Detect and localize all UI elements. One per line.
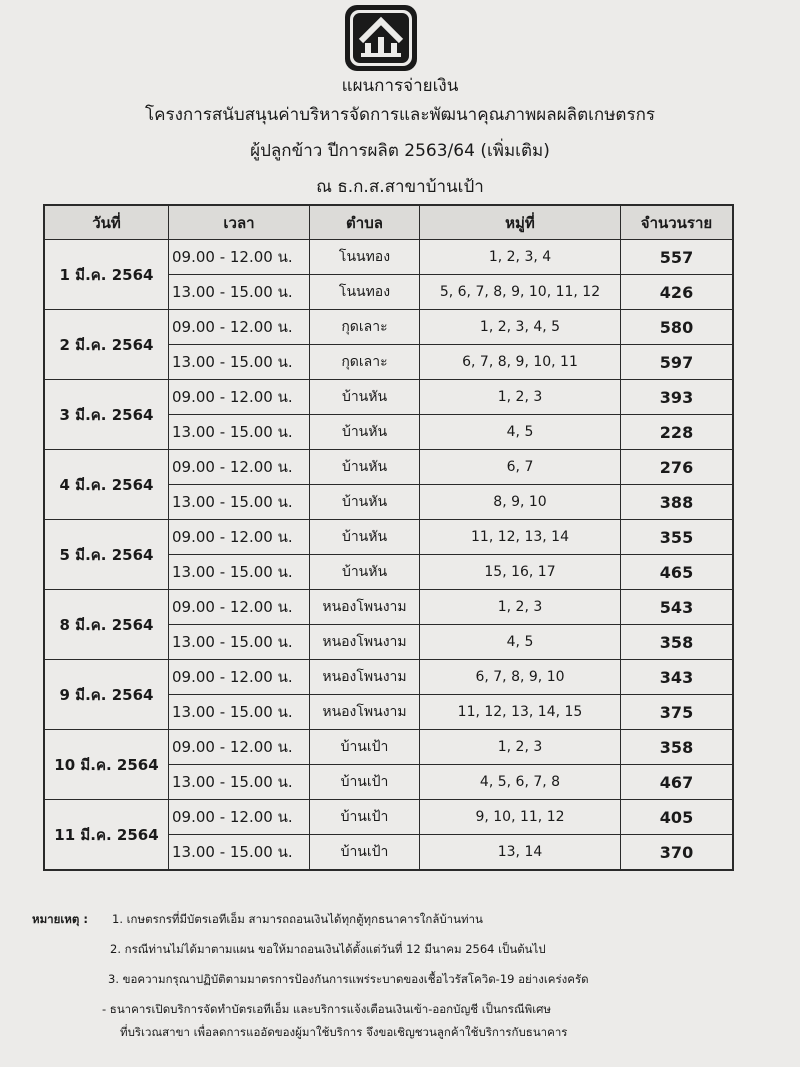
col-header-date: วันที่ xyxy=(45,206,169,240)
villages-cell: 11, 12, 13, 14 xyxy=(420,520,621,555)
table-row xyxy=(45,450,733,485)
time-cell: 13.00 - 15.00 น. xyxy=(169,835,310,870)
baac-logo-icon xyxy=(343,3,419,73)
villages-cell: 9, 10, 11, 12 xyxy=(420,800,621,835)
villages-cell: 6, 7, 8, 9, 10, 11 xyxy=(420,345,621,380)
date-cell: 8 มี.ค. 2564 xyxy=(45,590,169,660)
table-row xyxy=(45,730,733,765)
subdistrict-cell: หนองโพนงาม xyxy=(310,625,420,660)
date-cell: 9 มี.ค. 2564 xyxy=(45,660,169,730)
time-cell: 09.00 - 12.00 น. xyxy=(169,520,310,555)
time-cell: 13.00 - 15.00 น. xyxy=(169,275,310,310)
notes-label: หมายเหตุ : xyxy=(32,912,88,926)
time-cell: 13.00 - 15.00 น. xyxy=(169,485,310,520)
table-row xyxy=(45,520,733,555)
count-cell: 388 xyxy=(621,485,733,520)
subdistrict-cell: บ้านหัน xyxy=(310,555,420,590)
table-row xyxy=(45,800,733,835)
subdistrict-cell: บ้านเป้า xyxy=(310,835,420,870)
table-header-row xyxy=(45,206,733,240)
time-cell: 13.00 - 15.00 น. xyxy=(169,345,310,380)
col-header-count: จำนวนราย xyxy=(621,206,733,240)
subdistrict-cell: บ้านหัน xyxy=(310,415,420,450)
table-row xyxy=(45,590,733,625)
villages-cell: 13, 14 xyxy=(420,835,621,870)
note-item: - ธนาคารเปิดบริการจัดทำบัตรเอทีเอ็ม และบริการแจ้งเตือนเงินเข้า-ออกบัญชี เป็นกรณีพิเศษ xyxy=(102,1002,551,1016)
subdistrict-cell: กุดเลาะ xyxy=(310,345,420,380)
time-cell: 09.00 - 12.00 น. xyxy=(169,660,310,695)
villages-cell: 11, 12, 13, 14, 15 xyxy=(420,695,621,730)
subdistrict-cell: โนนทอง xyxy=(310,240,420,275)
count-cell: 543 xyxy=(621,590,733,625)
villages-cell: 1, 2, 3 xyxy=(420,730,621,765)
col-header-villages: หมู่ที่ xyxy=(420,206,621,240)
subdistrict-cell: กุดเลาะ xyxy=(310,310,420,345)
time-cell: 09.00 - 12.00 น. xyxy=(169,590,310,625)
date-cell: 10 มี.ค. 2564 xyxy=(45,730,169,800)
count-cell: 276 xyxy=(621,450,733,485)
branch-line: ณ ธ.ก.ส.สาขาบ้านเป้า xyxy=(316,177,484,197)
project-name: โครงการสนับสนุนค่าบริหารจัดการและพัฒนาคุณภาพผลผลิตเกษตรกร xyxy=(144,105,656,125)
time-cell: 13.00 - 15.00 น. xyxy=(169,555,310,590)
col-header-time: เวลา xyxy=(169,206,310,240)
date-cell: 5 มี.ค. 2564 xyxy=(45,520,169,590)
count-cell: 580 xyxy=(621,310,733,345)
time-cell: 09.00 - 12.00 น. xyxy=(169,800,310,835)
col-header-subdistrict: ตำบล xyxy=(310,206,420,240)
time-cell: 13.00 - 15.00 น. xyxy=(169,625,310,660)
subdistrict-cell: บ้านหัน xyxy=(310,380,420,415)
count-cell: 375 xyxy=(621,695,733,730)
time-cell: 09.00 - 12.00 น. xyxy=(169,380,310,415)
table-row xyxy=(45,240,733,275)
table-row xyxy=(45,310,733,345)
subdistrict-cell: บ้านหัน xyxy=(310,520,420,555)
count-cell: 465 xyxy=(621,555,733,590)
count-cell: 358 xyxy=(621,625,733,660)
date-cell: 1 มี.ค. 2564 xyxy=(45,240,169,310)
villages-cell: 1, 2, 3 xyxy=(420,590,621,625)
count-cell: 426 xyxy=(621,275,733,310)
subdistrict-cell: บ้านเป้า xyxy=(310,730,420,765)
count-cell: 228 xyxy=(621,415,733,450)
subdistrict-cell: หนองโพนงาม xyxy=(310,660,420,695)
subdistrict-cell: บ้านเป้า xyxy=(310,800,420,835)
villages-cell: 1, 2, 3 xyxy=(420,380,621,415)
count-cell: 467 xyxy=(621,765,733,800)
note-item: ที่บริเวณสาขา เพื่อลดการแออัดของผู้มาใช้บริการ จึงขอเชิญชวนลูกค้าใช้บริการกับธนาคาร xyxy=(120,1025,568,1039)
document-title: แผนการจ่ายเงิน xyxy=(341,76,459,96)
villages-cell: 1, 2, 3, 4 xyxy=(420,240,621,275)
time-cell: 13.00 - 15.00 น. xyxy=(169,415,310,450)
subdistrict-cell: หนองโพนงาม xyxy=(310,590,420,625)
subdistrict-cell: บ้านหัน xyxy=(310,485,420,520)
count-cell: 355 xyxy=(621,520,733,555)
time-cell: 13.00 - 15.00 น. xyxy=(169,765,310,800)
count-cell: 358 xyxy=(621,730,733,765)
table-row xyxy=(45,380,733,415)
note-item: 3. ขอความกรุณาปฏิบัติตามมาตรการป้องกันการแพร่ระบาดของเชื้อไวรัสโควิด-19 อย่างเคร่งครัด xyxy=(108,972,589,986)
subdistrict-cell: บ้านหัน xyxy=(310,450,420,485)
villages-cell: 6, 7, 8, 9, 10 xyxy=(420,660,621,695)
date-cell: 2 มี.ค. 2564 xyxy=(45,310,169,380)
table-row xyxy=(45,660,733,695)
time-cell: 09.00 - 12.00 น. xyxy=(169,730,310,765)
count-cell: 597 xyxy=(621,345,733,380)
villages-cell: 6, 7 xyxy=(420,450,621,485)
time-cell: 09.00 - 12.00 น. xyxy=(169,450,310,485)
count-cell: 405 xyxy=(621,800,733,835)
date-cell: 3 มี.ค. 2564 xyxy=(45,380,169,450)
subdistrict-cell: บ้านเป้า xyxy=(310,765,420,800)
count-cell: 557 xyxy=(621,240,733,275)
villages-cell: 4, 5, 6, 7, 8 xyxy=(420,765,621,800)
villages-cell: 4, 5 xyxy=(420,415,621,450)
season-line: ผู้ปลูกข้าว ปีการผลิต 2563/64 (เพิ่มเติม) xyxy=(250,141,550,161)
time-cell: 09.00 - 12.00 น. xyxy=(169,240,310,275)
villages-cell: 1, 2, 3, 4, 5 xyxy=(420,310,621,345)
time-cell: 13.00 - 15.00 น. xyxy=(169,695,310,730)
villages-cell: 15, 16, 17 xyxy=(420,555,621,590)
subdistrict-cell: โนนทอง xyxy=(310,275,420,310)
villages-cell: 5, 6, 7, 8, 9, 10, 11, 12 xyxy=(420,275,621,310)
villages-cell: 4, 5 xyxy=(420,625,621,660)
note-item: 1. เกษตรกรที่มีบัตรเอทีเอ็ม สามารถถอนเงินได้ทุกตู้ทุกธนาคารใกล้บ้านท่าน xyxy=(112,912,483,926)
payment-schedule-table xyxy=(44,205,733,870)
note-item: 2. กรณีท่านไม่ได้มาตามแผน ขอให้มาถอนเงินได้ตั้งแต่วันที่ 12 มีนาคม 2564 เป็นต้นไป xyxy=(110,942,546,956)
date-cell: 11 มี.ค. 2564 xyxy=(45,800,169,870)
count-cell: 370 xyxy=(621,835,733,870)
time-cell: 09.00 - 12.00 น. xyxy=(169,310,310,345)
count-cell: 343 xyxy=(621,660,733,695)
count-cell: 393 xyxy=(621,380,733,415)
date-cell: 4 มี.ค. 2564 xyxy=(45,450,169,520)
subdistrict-cell: หนองโพนงาม xyxy=(310,695,420,730)
villages-cell: 8, 9, 10 xyxy=(420,485,621,520)
